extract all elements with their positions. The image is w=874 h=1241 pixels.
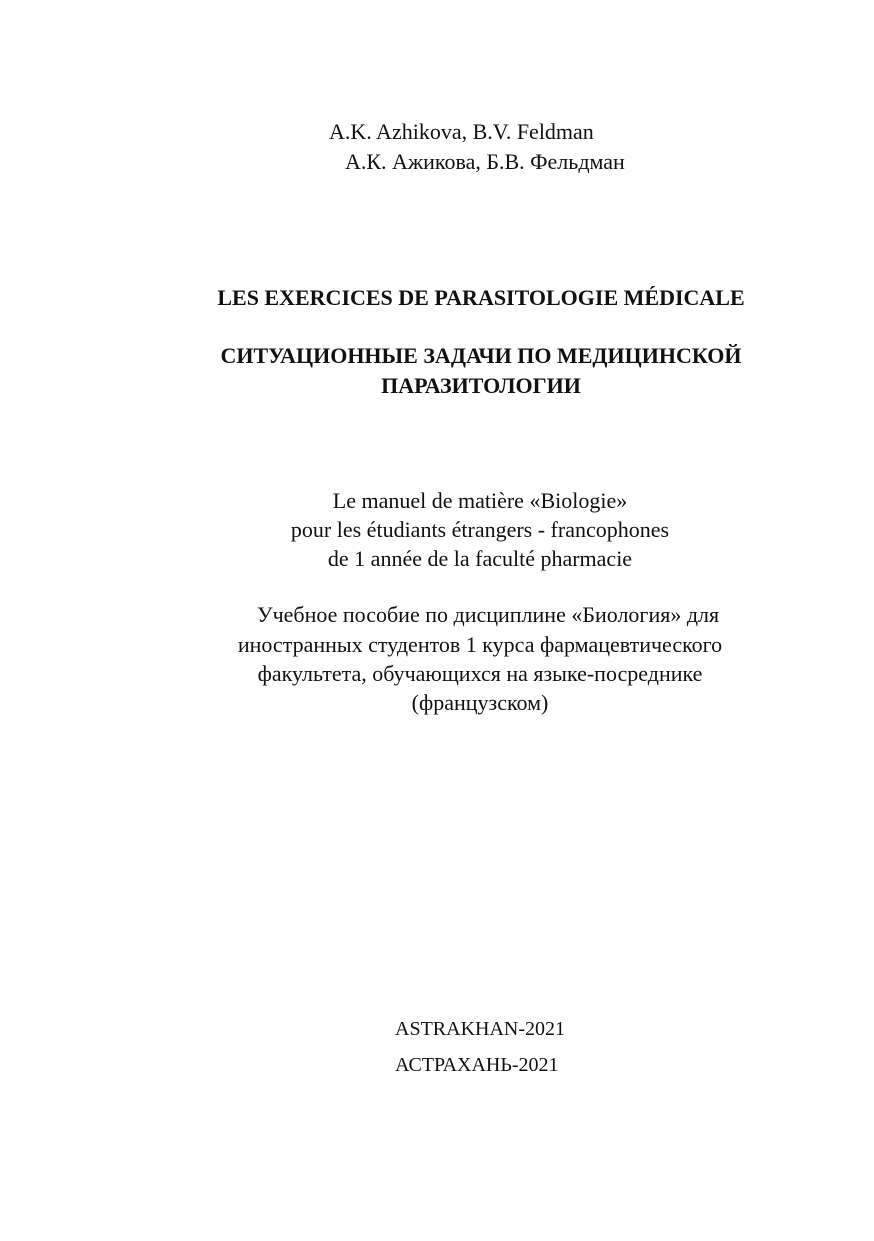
description-russian-line: Учебное пособие по дисциплине «Биология» для xyxy=(257,602,720,627)
description-french-line: Le manuel de matière «Biologie» xyxy=(332,488,628,513)
description-french-line: pour les étudiants étrangers - francophones xyxy=(290,517,670,542)
description-russian-line: (французском) xyxy=(411,690,549,715)
imprint-cyrillic: АСТРАХАНЬ-2021 xyxy=(395,1054,559,1076)
imprint-latin: ASTRAKHAN-2021 xyxy=(395,1018,565,1040)
description-russian xyxy=(180,630,780,717)
title-russian-line-1: СИТУАЦИОННЫЕ ЗАДАЧИ ПО МЕДИЦИНСКОЙ xyxy=(220,343,742,368)
description-french xyxy=(200,486,760,573)
authors-latin: A.K. Azhikova, B.V. Feldman xyxy=(329,119,594,144)
description-russian-line: факультета, обучающихся на языке-посреднике xyxy=(257,661,703,686)
description-russian-line: иностранных студентов 1 курса фармацевтического xyxy=(237,632,723,657)
title-french: LES EXERCICES DE PARASITOLOGIE MÉDICALE xyxy=(217,285,745,310)
description-french-line: de 1 année de la faculté pharmacie xyxy=(327,546,633,571)
title-russian-line-2: ПАРАЗИТОЛОГИИ xyxy=(381,373,581,398)
authors-cyrillic: А.К. Ажикова, Б.В. Фельдман xyxy=(345,149,625,174)
